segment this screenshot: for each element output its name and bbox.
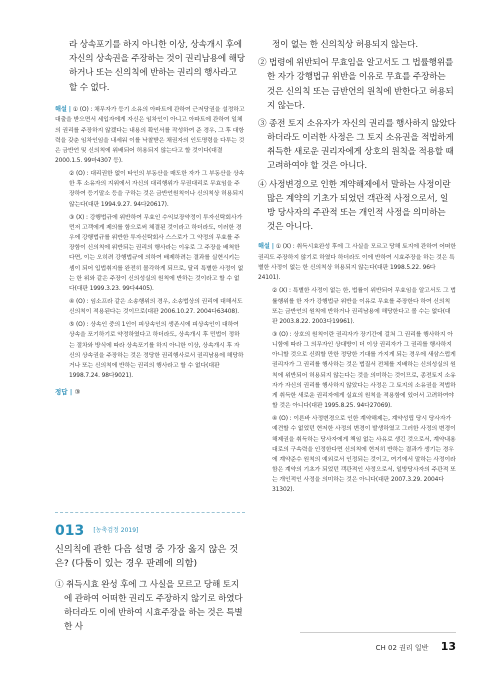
explanation-block: [55, 105, 245, 382]
question-number: 013: [55, 523, 85, 539]
chapter-label: CH 02 권리 일반: [375, 644, 429, 652]
answer-label: 정답 |: [55, 388, 73, 397]
explanation-item: ④ (O) : 임소프라 같은 소송행위의 경우, 소송법상의 권리에 대해서도 신의칙이 적용된다는 것이므로(대판 2006.10.27. 2004다63408).: [69, 299, 243, 316]
question-divider: [55, 512, 245, 513]
explanation-label: 해설 |: [258, 243, 274, 251]
continuation-paragraph: 라 상속포기를 하지 아니한 이상, 상속개시 후에 자신의 상속권을 주장하는 것이 권리남용에 해당하거나 또는 신의칙에 반하는 권리의 행사라고 할 수 없다.: [69, 40, 245, 93]
left-column: [55, 38, 245, 396]
option-item: ① 취득시효 완성 후에 그 사실을 모르고 당해 토지에 관하여 어떠한 권리도 주장하지 않기로 하였다 하더라도 이에 반하여 시효주장을 하는 것은 특별한 사: [55, 579, 243, 633]
option-item: ④ 사정변경으로 인한 계약해제에서 말하는 사정이란 많은 계약의 기초가 되었던 객관적 사정으로서, 일방 당사자의 주관적 또는 개인적 사정을 의미하는 것은 아니다.: [258, 179, 451, 233]
page-footer: [376, 640, 456, 653]
footer-rule: [300, 632, 456, 633]
right-column: [258, 38, 456, 498]
answer-line: [55, 387, 245, 396]
answer-value: ③: [74, 388, 81, 397]
question-stem: 신의칙에 관한 다음 설명 중 가장 옳지 않은 것은? (다툼이 있는 경우 판례에 의함): [55, 544, 239, 570]
option-item: ③ 종전 토지 소유자가 자신의 권리를 행사하지 않았다 하더라도 이러한 사정은 그 토지 소유권을 적법하게 취득한 새로운 권리자에게 상호의 원칙을 적용할 때 고려하여야 할 것은 아니다.: [258, 118, 456, 172]
explanation-item: ④ (O) : 이른바 사정변경으로 인한 계약해제는, 계약성립 당시 당사자가 예견할 수 없었던 현저한 사정의 변경이 발생하였고 그러한 사정의 변경이 해제권을 취득하는 당사자에게 책임 없는 사유로 생긴 것으로서, 계약내용대로의 구속력을 인정한다면 신의칙에 현저히 반하는 결과가 생기는 경우에 계약준수 원칙의 예외로서 인정되는 것이고, 여기에서 말하는 사정이라 함은 계약의 기초가 되었던 객관적인 사정으로서, 일방당사자의 주관적 또는 개인적인 사정을 의미하는 것은 아니다(대판 2007.3.29. 2004다31302).: [272, 416, 456, 494]
explanation-item: ① (X) : 취득시효완성 후에 그 사실을 모르고 당해 토지에 관하여 어떠한 권리도 주장하지 않기로 하였다 하더라도 이에 반하여 시효주장을 하는 것은 특별한 사정이 없는 한 신의칙상 허용되지 않는다(대판 1998.5.22. 96다24101).: [258, 244, 456, 282]
explanation-item: ③ (X) : 강행법규에 위반하여 무효인 수익보장약정이 투자신탁회사가 먼저 고객에게 제의를 함으로써 체결된 것이라고 하더라도, 이러한 경우에 강행법규를 위반한 투자신탁회사 스스로가 그 약정의 무효를 주장함이 신의칙에 위반되는 권리의 행사라는 이유로 그 주장을 배척한다면, 이는 오히려 강행법규에 의하여 배제하려는 결과를 실현시키는 셈이 되어 입법취지를 완전히 몰각하게 되므로, 달리 특별한 사정이 없는 한 위와 같은 주장이 신의성실의 원칙에 반하는 것이라고 할 수 없다(대판 1999.3.23. 99다4405).: [69, 214, 244, 292]
explanation-block: [258, 242, 456, 495]
explanation-item: ③ (O) : 상호의 원칙이란 권리자가 장기간에 걸쳐 그 권리를 행사하지 아니함에 따라 그 의무자인 상대방이 더 이상 권리자가 그 권리를 행사하지 아니할 것으로 신뢰할 만한 정당한 기대를 가지게 되는 경우에 새삼스럽게 권리자가 그 권리를 행사하는 것은 법질서 전체를 지배하는 신의성실의 원칙에 위반되어 허용되지 않는다는 것을 의미하는 것이므로, 종전토지 소유자가 자신의 권리를 행사하지 않았다는 사정은 그 토지의 소유권을 적법하게 취득한 새로운 권리자에게 실효의 원칙을 적용함에 있어서 고려하여야 할 것은 아니다(대판 1995.8.25. 94다27069).: [272, 331, 456, 410]
question-source-tag: [농축검정 2019]: [93, 527, 139, 534]
option-item: ② 법령에 위반되어 무효임을 알고서도 그 법률행위를 한 자가 강행법규 위반을 이유로 무효를 주장하는 것은 신의칙 또는 금반언의 원칙에 반한다고 허용되지 않는다.: [258, 58, 454, 111]
explanation-item: ① (O) : 채무자가 등기 소유의 아파트에 관하여 근저당권을 설정하고 대출을 받으면서 세입자에게 자신은 임차인이 아니고 아파트에 관하여 일체의 권리를 주장하지 않겠다는 내용의 확인서를 작성하여 준 경우, 그 후 대항력을 갖춘 임차인임을 내세워 이를 낙찰받은 채권자의 인도명령을 다투는 것은 금반언 및 신의칙에 위배되어 허용되지 않는다고 할 것이다(대결 2000.1.5. 99마4307 등).: [55, 106, 245, 164]
option-continuation: 정이 없는 한 신의칙상 허용되지 않는다.: [272, 40, 418, 50]
question-block: [55, 520, 245, 638]
explanation-item: ② (X) : 특별한 사정이 없는 한, 법률이 위반되어 무효임을 알고서도 그 법률행위를 한 자가 강행법규 위반을 이유로 무효를 주장한다 하여 신의칙 또는 금반언의 원칙에 반하거나 권리남용에 해당한다고 볼 수는 없다(대판 2003.8.22. 2003다19961).: [272, 288, 456, 325]
explanation-label: 해설 |: [55, 105, 71, 113]
page-number: 13: [440, 640, 456, 653]
explanation-item: ⑤ (O) : 상속인 중의 1인이 피상속인의 생존시에 피상속인이 대하여 상속을 포기하기로 약정하였다고 하더라도, 상속개시 후 민법이 정하는 절차와 방식에 따라 상속포기를 하지 아니한 이상, 상속개시 후 자신의 상속권을 주장하는 것은 정당한 권리행사로서 권리남용에 해당하거나 또는 신의칙에 반하는 권리의 행사라고 할 수 없다(대판 1998.7.24. 98다9021).: [69, 322, 244, 380]
explanation-item: ② (O) : 대리권한 없이 타인의 부동산을 매도한 자가 그 부동산을 상속한 후 소유자의 지위에서 자신의 대리행위가 무권대리로 무효임을 주장하여 등기말소 등을 구하는 것은 금반언원칙이나 신의칙상 허용되지 않는다(대판 1994.9.27. 94다20617).: [69, 171, 245, 208]
